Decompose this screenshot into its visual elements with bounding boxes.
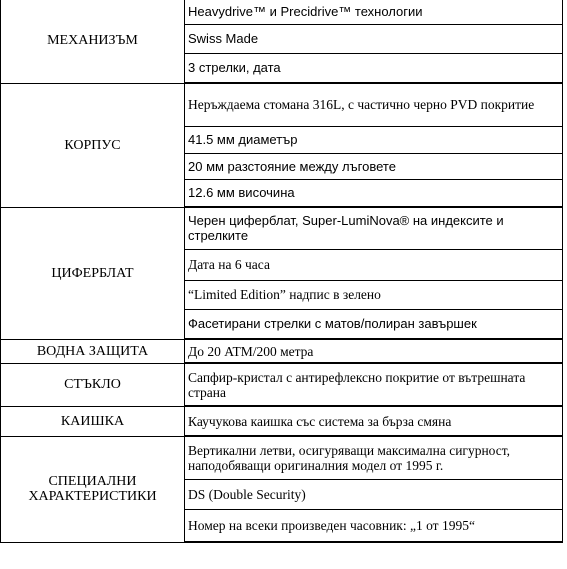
spec-value: 20 мм разстояние между лъговете bbox=[185, 153, 563, 179]
spec-value: Неръждаема стомана 316L, с частично черно PVD покритие bbox=[185, 83, 563, 126]
spec-value: 41.5 мм диаметър bbox=[185, 126, 563, 153]
spec-value: Дата на 6 часа bbox=[185, 249, 563, 280]
spec-value: Фасетирани стрелки с матов/полиран завършек bbox=[185, 309, 563, 339]
spec-row bbox=[1, 406, 563, 436]
spec-table-body bbox=[1, 0, 563, 542]
spec-value: Heavydrive™ и Precidrive™ технологии bbox=[185, 0, 563, 24]
spec-row bbox=[1, 339, 563, 363]
spec-value: Номер на всеки произведен часовник: „1 от 1995“ bbox=[185, 509, 563, 542]
spec-row bbox=[1, 363, 563, 406]
spec-value: Сапфир-кристал с антирефлексно покритие от вътрешната страна bbox=[185, 363, 563, 406]
spec-value: Вертикални летви, осигуряващи максимална сигурност, наподобяващи оригиналния модел от 1995 г. bbox=[185, 436, 563, 479]
section-label: ЦИФЕРБЛАТ bbox=[1, 207, 185, 339]
spec-value: DS (Double Security) bbox=[185, 479, 563, 509]
section-label: СПЕЦИАЛНИ ХАРАКТЕРИСТИКИ bbox=[1, 436, 185, 542]
spec-value: Swiss Made bbox=[185, 24, 563, 53]
section-label: МЕХАНИЗЪМ bbox=[1, 0, 185, 83]
section-label: КАИШКА bbox=[1, 406, 185, 436]
spec-row bbox=[1, 436, 563, 479]
spec-row bbox=[1, 0, 563, 24]
spec-row bbox=[1, 207, 563, 249]
spec-value: Каучукова каишка със система за бърза смяна bbox=[185, 406, 563, 436]
spec-row bbox=[1, 83, 563, 126]
spec-value: 12.6 мм височина bbox=[185, 179, 563, 207]
spec-value: “Limited Edition” надпис в зелено bbox=[185, 280, 563, 309]
spec-value: 3 стрелки, дата bbox=[185, 53, 563, 83]
spec-value: До 20 ATM/200 метра bbox=[185, 339, 563, 363]
section-label: КОРПУС bbox=[1, 83, 185, 207]
spec-value: Черен циферблат, Super-LumiNova® на индексите и стрелките bbox=[185, 207, 563, 249]
section-label: ВОДНА ЗАЩИТА bbox=[1, 339, 185, 363]
section-label: СТЪКЛО bbox=[1, 363, 185, 406]
